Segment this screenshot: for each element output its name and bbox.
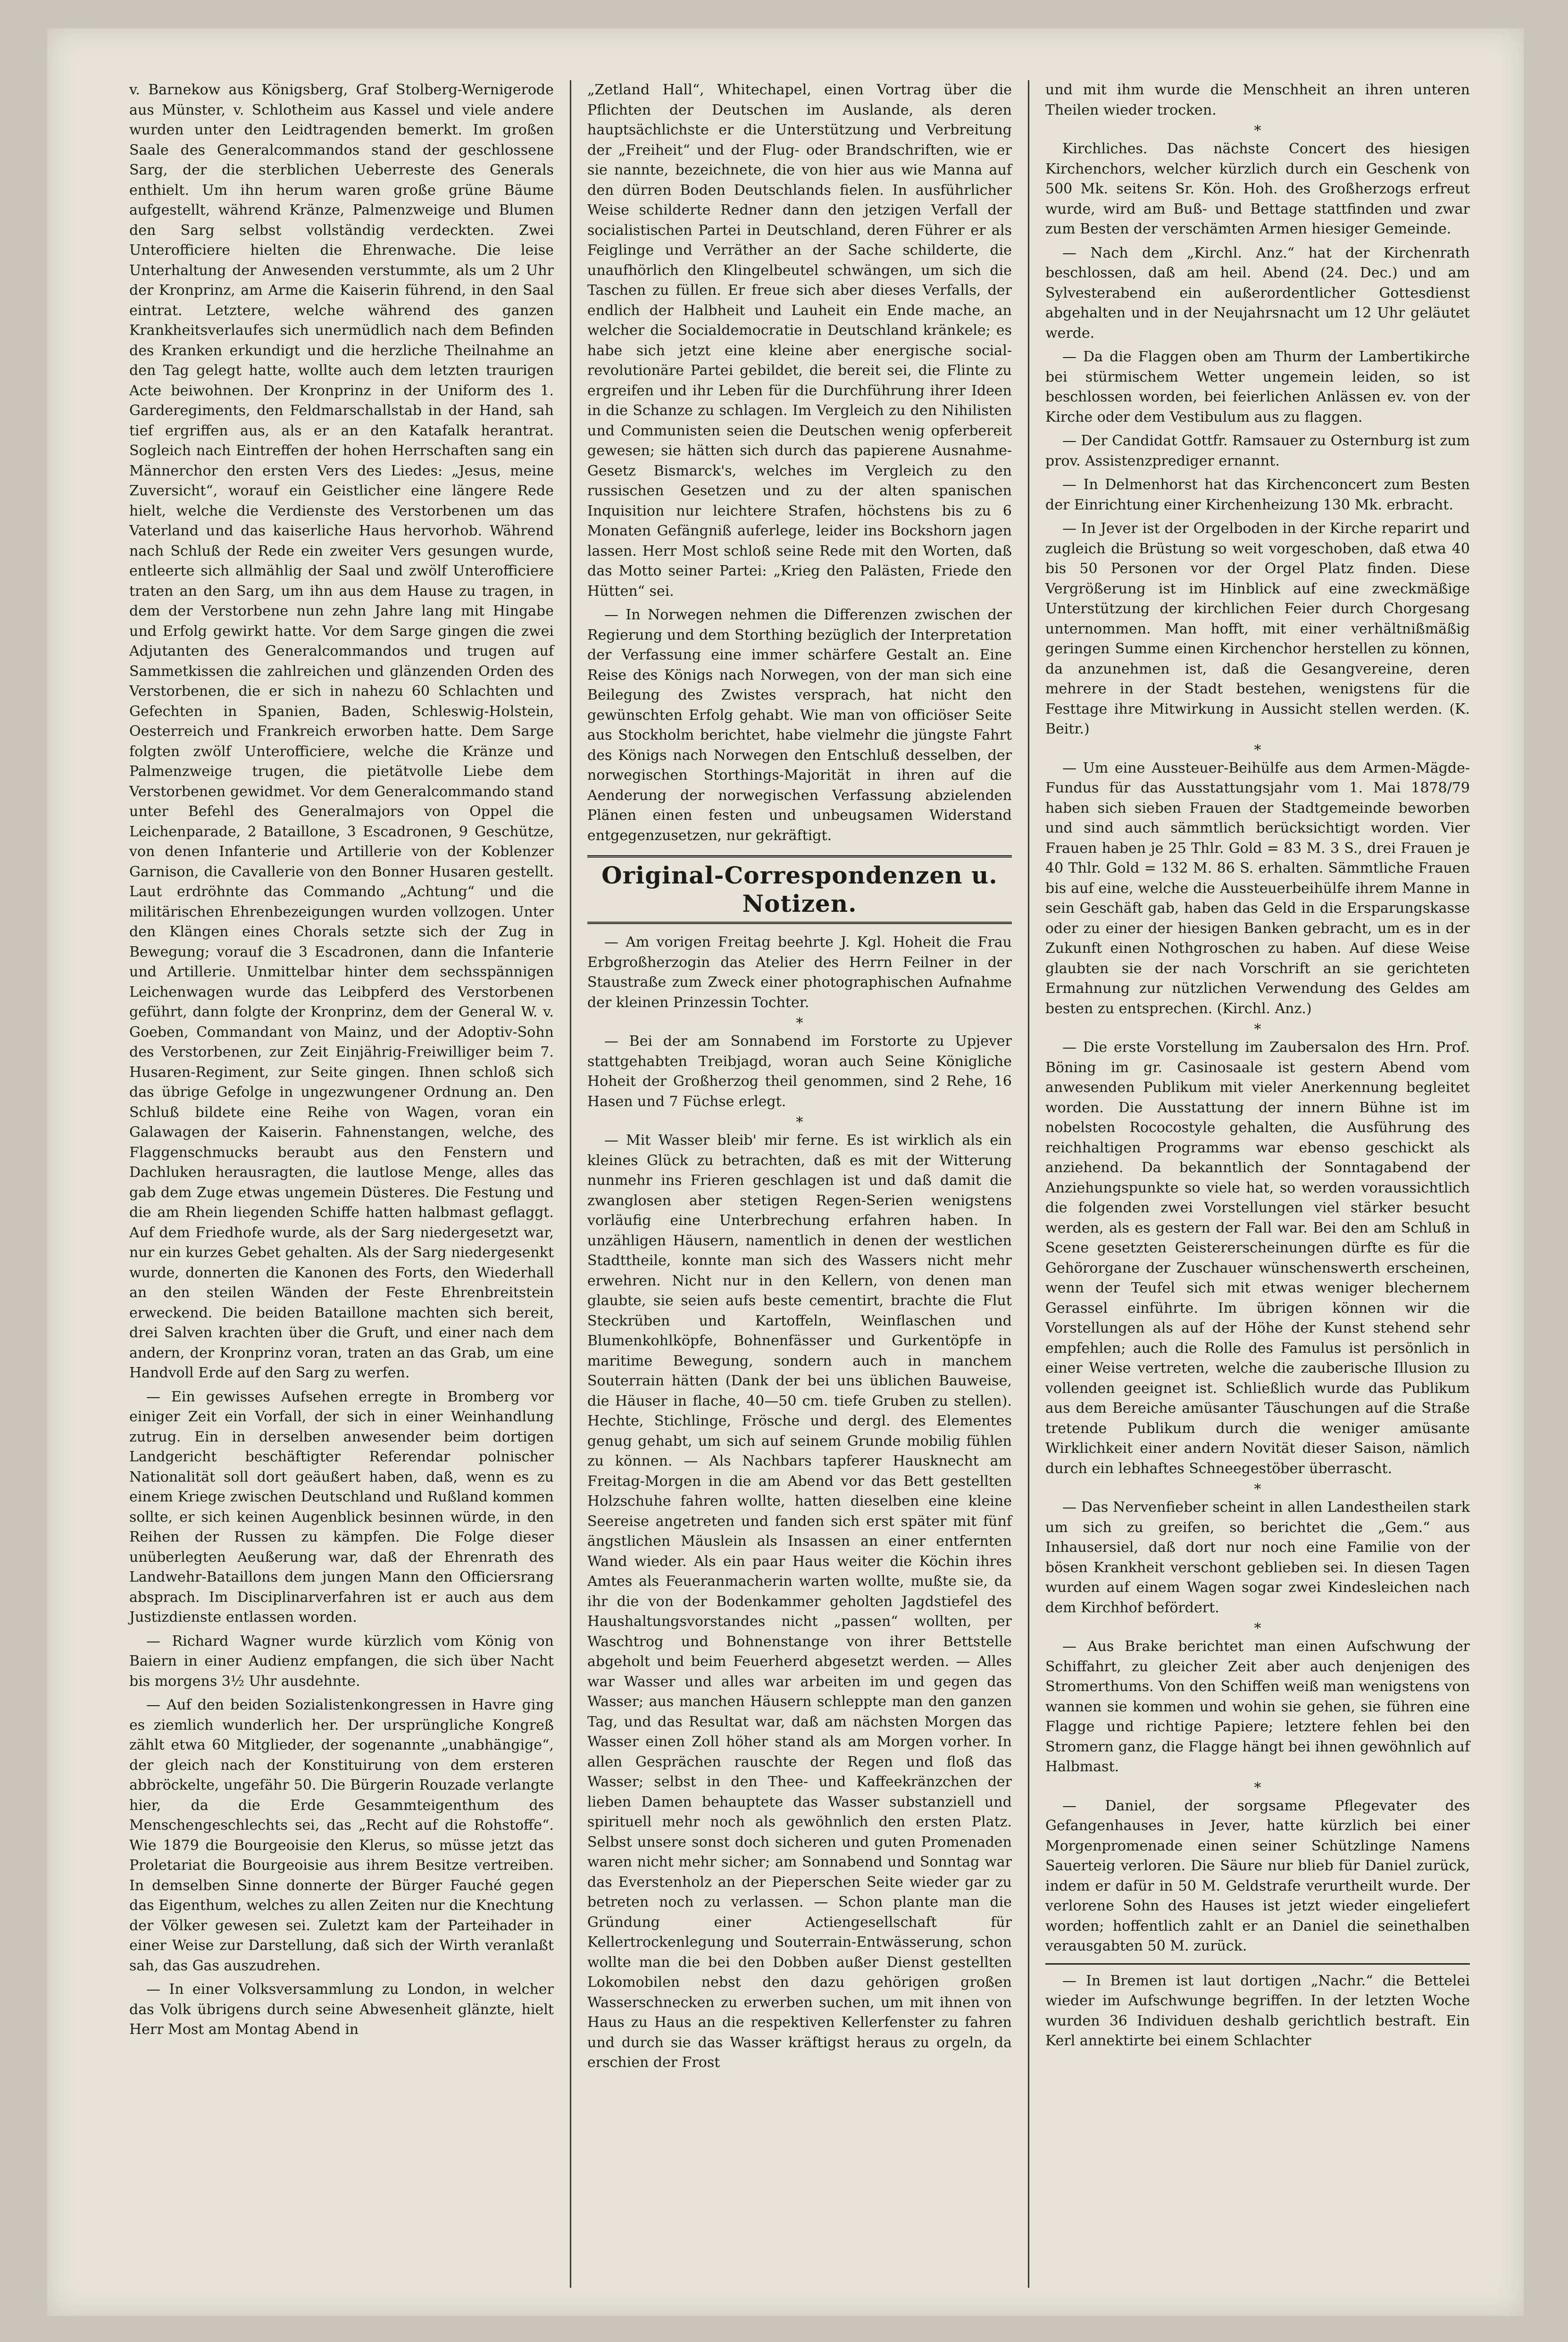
article-text: — In Delmenhorst hat das Kirchenconcert zum Besten der Einrichtung einer Kirchenheizung 130 Mk. erbracht. [1045, 476, 1470, 513]
article-text: „Zetland Hall“, Whitechapel, einen Vortrag über die Pflichten der Deutschen im Auslande, als deren hauptsächlichste er die Unterstützung und Verbreitung der „Freiheit“ und der Flug- oder Brandschriften, wie er sie nannte, bezeichnete, die von hier aus wie Manna auf den dürren Boden Deutschlands fielen. In ausführlicher Weise schilderte Redner dann den jetzigen Verfall der socialistischen Partei in Deutschland, deren Führer er als Feiglinge und Verräther an der Sache schilderte, die unaufhörlich den Klingelbeutel schwängen, um sich die Taschen zu füllen. Er freue sich aber dieses Verfalls, der endlich der Halbheit und Lauheit ein Ende mache, an welcher die Socialdemocratie in Deutschland kränkele; es habe sich jetzt eine kleine aber energische social-revolutionäre Partei gebildet, die bereit sei, die Flinte zu ergreifen und ihr Leben für die Durchführung ihrer Ideen in die Schanze zu schlagen. Im Vergleich zu den Nihilisten und Communisten seien die Deutschen wenig opferbereit gewesen; sie hätten sich durch das papierene Ausnahme-Gesetz Bismarck's, welches im Vergleich zu den russischen Gesetzen und zu der alten spanischen Inquisition nur leichtere Strafen, höchstens bis zu 6 Monaten Gefängniß auferlege, leider ins Bockshorn jagen lassen. Herr Most schloß seine Rede mit den Worten, daß das Motto seiner Partei: „Krieg den Palästen, Friede den Hütten“ sei. [587, 82, 1012, 600]
article-text: — In Norwegen nehmen die Differenzen zwischen der Regierung und dem Storthing bezüglich der Interpretation der Verfassung eine immer schärfere Gestalt an. Eine Reise des Königs nach Norwegen, von der man sich eine Beilegung des Zwistes versprach, hat nicht den gewünschten Erfolg gehabt. Wie man von officiöser Seite aus Stockholm berichtet, habe vielmehr die jüngste Fahrt des Königs nach Norwegen den Entschluß desselben, der norwegischen Storthings-Majorität in ihren auf die Aenderung der norwegischen Verfassung abzielenden Plänen einen festen und unbeugsamen Widerstand entgegenzusetzen, nur gekräftigt. [587, 607, 1012, 844]
separator-asterisk: * [1254, 1779, 1261, 1796]
article-text: und mit ihm wurde die Menschheit an ihren unteren Theilen wieder trocken. [1045, 82, 1470, 118]
separator-asterisk: * [796, 1015, 803, 1032]
article-text: v. Barnekow aus Königsberg, Graf Stolberg-Wernigerode aus Münster, v. Schlotheim aus Kassel und viele andere wurden unter den Leidtragenden bemerkt. Im großen Saale des Generalcommandos stand der geschlossene Sarg, der die sterblichen Ueberreste des Generals enthielt. Um ihn herum waren große grüne Bäume aufgestellt, während Kränze, Palmenzweige und Blumen den Sarg selbst vollständig verdeckten. Zwei Unterofficiere hielten die Ehrenwache. Die leise Unterhaltung der Anwesenden verstummte, als um 2 Uhr der Kronprinz, am Arme die Kaiserin führend, in den Saal eintrat. Letztere, welche während des ganzen Krankheitsverlaufes sich unermüdlich nach dem Befinden des Kranken erkundigt und die herzliche Theilnahme an den Tag gelegt hatte, wollte auch dem letzten traurigen Acte beiwohnen. Der Kronprinz in der Uniform des 1. Garderegiments, den Feldmarschallstab in der Hand, sah tief ergriffen aus, als er an den Katafalk herantrat. Sogleich nach Eintreffen der hohen Herrschaften sang ein Männerchor den ersten Vers des Liedes: „Jesus, meine Zuversicht“, worauf ein Geistlicher eine längere Rede hielt, welche die Verdienste des Verstorbenen um das Vaterland und das kaiserliche Haus hervorhob. Während nach Schluß der Rede ein zweiter Vers gesungen wurde, entleerte sich allmählig der Saal und zwölf Unterofficiere traten an den Sarg, um ihn aus dem Hause zu tragen, in dem der Verstorbene nun zehn Jahre lang mit Hingabe und Erfolg gewirkt hatte. Vor dem Sarge gingen die zwei Adjutanten des Generalcommandos und trugen auf Sammetkissen die zahlreichen und glänzenden Orden des Verstorbenen, die er sich in nahezu 60 Schlachten und Gefechten in Spanien, Baden, Schleswig-Holstein, Oesterreich und Frankreich erworben hatte. Dem Sarge folgten zwölf Unterofficiere, welche die Kränze und Palmenzweige trugen, die pietätvolle Liebe dem Verstorbenen gewidmet. Vor dem Generalcommando stand unter Befehl des Generalmajors von Oppel die Leichenparade, 2 Bataillone, 3 Escadronen, 9 Geschütze, von denen Infanterie und Artillerie von der Koblenzer Garnison, die Cavallerie von den Bonner Husaren gestellt. Laut erdröhnte das Commando „Achtung“ und die militärischen Ehrenbezeigungen wurden vollzogen. Unter den Klängen eines Chorals setzte sich der Zug in Bewegung; vorauf die 3 Escadronen, dann die Infanterie und Artillerie. Unmittelbar hinter dem sechsspännigen Leichenwagen wurde das Leibpferd des Verstorbenen geführt, dann folgte der Kronprinz, dem der General W. v. Goeben, Commandant von Mainz, und der Adoptiv-Sohn des Verstorbenen, zur Zeit Einjährig-Freiwilliger beim 7. Husaren-Regiment, zur Seite gingen. Ihnen schloß sich das übrige Gefolge in ungezwungener Ordnung an. Den Schluß bildete eine Reihe von Wagen, voran ein Galawagen der Kaiserin. Fahnenstangen, welche, des Flaggenschmucks beraubt aus den Fenstern und Dachluken herausragten, die lautlose Menge, alles das gab dem Zuge etwas ungemein Düsteres. Die Festung und die am Rhein liegenden Schiffe hatten halbmast geflaggt. Auf dem Friedhofe wurde, als der Sarg niedergesetzt war, nur ein kurzes Gebet gehalten. Als der Sarg niedergesenkt wurde, donnerten die Kanonen des Forts, den Wiederhall an den steilen Wänden der Feste Ehrenbreitstein erweckend. Die beiden Bataillone machten sich bereit, drei Salven krachten über die Gruft, und einer nach dem andern, der Kronprinz voran, traten an das Grab, um eine Handvoll Erde auf den Sarg zu werfen. [129, 82, 554, 1381]
article-text: — Ein gewisses Aufsehen erregte in Bromberg vor einiger Zeit ein Vorfall, der sich in einer Weinhandlung zutrug. Ein in derselben anwesender beim dortigen Landgericht beschäftigter Referendar polnischer Nationalität soll dort geäußert haben, daß, wenn es zu einem Kriege zwischen Deutschland und Rußland kommen sollte, er sich keinen Augenblick besinnen würde, in den Reihen der Russen zu kämpfen. Die Folge dieser unüberlegten Aeußerung war, daß der Ehrenrath des Landwehr-Bataillons dem jungen Mann den Officiersrang absprach. Im Disciplinarverfahren ist er auch aus dem Justizdienste entlassen worden. [129, 1388, 554, 1625]
article-text: — In Jever ist der Orgelboden in der Kirche reparirt und zugleich die Brüstung so weit vorgeschoben, daß etwa 40 bis 50 Personen vor der Orgel Platz finden. Diese Vergrößerung ist im Hinblick auf eine zweckmäßige Unterstützung der kirchlichen Feier durch Chorgesang unternommen. Man hofft, mit einer verhältnißmäßig geringen Summe einen Kirchenchor herstellen zu können, da anzunehmen ist, daß die Gesangvereine, deren mehrere in der Stadt bestehen, wenigstens für die Festtage ihre Mitwirkung in Aussicht stellen werden. (K. Beitr.) [1045, 520, 1470, 737]
separator-asterisk: * [1254, 123, 1261, 139]
article-text: — Am vorigen Freitag beehrte J. Kgl. Hoheit die Frau Erbgroßherzogin das Atelier des Herrn Feilner in der Staustraße zum Zweck einer photographischen Aufnahme der kleinen Prinzessin Tochter. [587, 934, 1012, 1011]
separator-asterisk: * [1254, 1481, 1261, 1498]
separator-asterisk: * [1254, 1021, 1261, 1038]
article-text: — Da die Flaggen oben am Thurm der Lambertikirche bei stürmischem Wetter ungemein leiden, so ist beschlossen worden, bei feierlichen Anlässen ev. von der Kirche oder dem Vestibulum aus zu flaggen. [1045, 349, 1470, 425]
divider-rule [1045, 1963, 1470, 1965]
article-text: — Um eine Aussteuer-Beihülfe aus dem Armen-Mägde-Fundus für das Ausstattungsjahr vom 1. Mai 1878/79 haben sich sieben Frauen der Stadtgemeinde beworben und sind auch sämmtlich berücksichtigt worden. Vier Frauen haben je 25 Thlr. Gold = 83 M. 3 S., drei Frauen je 40 Thlr. Gold = 132 M. 86 S. erhalten. Sämmtliche Frauen bis auf eine, welche die Aussteuerbeihülfe ihrem Manne in sein Geschäft gab, haben das Geld in die Ersparungskasse oder zu einer der hiesigen Banken gebracht, um es in der Zukunft einen Nothgroschen zu haben. Auf diese Weise glaubten sie der nach Vorschrift an sie gerichteten Ermahnung zur nützlichen Verwendung des Geldes am besten zu entsprechen. (Kirchl. Anz.) [1045, 759, 1470, 1017]
article-text: — Bei der am Sonnabend im Forstorte zu Upjever stattgehabten Treibjagd, woran auch Seine Königliche Hoheit der Großherzog theil genommen, sind 2 Rehe, 16 Hasen und 7 Füchse erlegt. [587, 1033, 1012, 1110]
separator-asterisk: * [796, 1114, 803, 1131]
page-columns [113, 80, 1486, 2288]
article-text: — Der Candidat Gottfr. Ramsauer zu Osternburg ist zum prov. Assistenzprediger ernannt. [1045, 433, 1470, 469]
newspaper-page [47, 28, 1524, 2316]
column-3 [1028, 80, 1486, 2288]
section-heading: Original-Correspondenzen u. Notizen. [587, 855, 1012, 924]
column-1 [113, 80, 570, 2288]
article-text: — Auf den beiden Sozialistenkongressen in Havre ging es ziemlich wunderlich her. Der ursprüngliche Kongreß zählt etwa 60 Mitglieder, der sogenannte „unabhängige“, der gleich nach der Konstituirung von dem ersteren abbröckelte, ungefähr 50. Die Bürgerin Rouzade verlangte hier, da die Erde Gesammteigenthum des Menschengeschlechts sei, das „Recht auf die Rohstoffe“. Wie 1879 die Bourgeoisie den Klerus, so müsse jetzt das Proletariat die Bourgeoisie aus ihrem Besitze vertreiben. In demselben Sinne donnerte der Bürger Fauché gegen das Eigenthum, welches zu allen Zeiten nur die Knechtung der Völker gewesen sei. Zuletzt kam der Parteihader in einer Weise zur Darstellung, daß sich der Wirth veranlaßt sah, das Gas auszudrehen. [129, 1697, 554, 1974]
article-text: Kirchliches. Das nächste Concert des hiesigen Kirchenchors, welcher kürzlich durch ein Geschenk von 500 Mk. seitens Sr. Kön. Hoh. des Großherzogs erfreut wurde, wird am Buß- und Bettage stattfinden und zwar zum Besten der verschämten Armen hiesiger Gemeinde. [1045, 141, 1470, 237]
article-text: — Daniel, der sorgsame Pflegevater des Gefangenhauses in Jever, hatte kürzlich bei einer Morgenpromenade einen seiner Schützlinge Namens Sauerteig verloren. Die Säure nur blieb für Daniel zurück, indem er dafür in 50 M. Geldstrafe verurtheilt wurde. Der verlorene Sohn des Hauses ist jetzt wieder eingeliefert worden; hoffentlich zahlt er an Daniel die seinethalben verausgabten 50 M. zurück. [1045, 1797, 1470, 1954]
article-text: — Das Nervenfieber scheint in allen Landestheilen stark um sich zu greifen, so berichtet die „Gem.“ aus Inhausersiel, daß dort nur noch eine Familie von der bösen Krankheit verschont geblieben sei. In diesen Tagen wurden auf einem Wagen sogar zwei Kindesleichen nach dem Kirchhof befördert. [1045, 1499, 1470, 1616]
column-2 [570, 80, 1028, 2288]
separator-asterisk: * [1254, 742, 1261, 758]
article-text: — Mit Wasser bleib' mir ferne. Es ist wirklich als ein kleines Glück zu betrachten, daß es mit der Witterung nunmehr ins Frieren geschlagen ist und daß damit die zwanglosen aber stetigen Regen-Serien wenigstens vorläufig eine Unterbrechung erfahren haben. In unzähligen Häusern, namentlich in denen der westlichen Stadttheile, konnte man sich des Wassers nicht mehr erwehren. Nicht nur in den Kellern, von denen man glaubte, sie seien aufs beste cementirt, brachte die Flut Steckrüben und Kartoffeln, Weinflaschen und Blumenkohlköpfe, Bohnenfässer und Gurkentöpfe in maritime Bewegung, sondern auch in manchem Souterrain hätten (Dank der bei uns üblichen Bauweise, die Häuser in flache, 40—50 cm. tiefe Gruben zu stellen). Hechte, Stichlinge, Frösche und dergl. des Elementes genug gehabt, um sich auf seinem Grunde mobilig fühlen zu können. — Als Nachbars tapferer Hausknecht am Freitag-Morgen in die am Abend vor das Bett gestellten Holzschuhe fahren wollte, hatten dieselben eine kleine Seereise angetreten und fanden sich erst später mit fünf ängstlichen Mäuslein als Insassen an einer entfernten Wand wieder. Als ein paar Haus weiter die Köchin ihres Amtes als Feueranmacherin warten wollte, mußte sie, da ihr die von der Bodenkammer geholten Jagdstiefel des Haushaltungsvorstandes nicht „passen“ wollten, per Waschtrog und Bohnenstange von ihrer Bettstelle abgeholt und beim Feuerherd abgesetzt werden. — Alles war Wasser und alles war arbeiten im und gegen das Wasser; aus manchen Häusern schleppte man den ganzen Tag, und das Resultat war, daß am nächsten Morgen das Wasser einen Zoll höher stand als am Morgen vorher. In allen Gesprächen rauschte der Regen und floß das Wasser; selbst in den Thee- und Kaffeekränzchen der lieben Damen behauptete das Wasser substanziell und spirituell mehr noch als gewöhnlich den ersten Platz. Selbst unsere sonst doch sicheren und guten Promenaden waren nicht mehr sicher; am Sonnabend und Sonntag war das Everstenholz an der Pieperschen Seite wieder gar zu betreten noch zu verlassen. — Schon plante man die Gründung einer Actiengesellschaft für Kellertrockenlegung und Souterrain-Entwässerung, schon wollte man die bei den Dobben außer Dienst gestellten Lokomobilen nebst den dazu gehörigen großen Wasserschnecken zu erwerben suchen, um mit ihnen von Haus zu Haus an die respektiven Kellerfenster zu fahren und durch sie das Wasser kräftigst heraus zu orgeln, da erschien der Frost [587, 1132, 1012, 2071]
article-text: — Nach dem „Kirchl. Anz.“ hat der Kirchenrath beschlossen, daß am heil. Abend (24. Dec.) und am Sylvesterabend ein außerordentlicher Gottesdienst abgehalten und in der Neujahrsnacht um 12 Uhr geläutet werde. [1045, 244, 1470, 342]
article-text: — In Bremen ist laut dortigen „Nachr.“ die Bettelei wieder im Aufschwunge begriffen. In der letzten Woche wurden 36 Individuen deshalb gerichtlich bestraft. Ein Kerl annektirte bei einem Schlachter [1045, 1972, 1470, 2049]
article-text: — Richard Wagner wurde kürzlich vom König von Baiern in einer Audienz empfangen, die sich über Nacht bis morgens 3½ Uhr ausdehnte. [129, 1633, 554, 1690]
article-text: — Die erste Vorstellung im Zaubersalon des Hrn. Prof. Böning im gr. Casinosaale ist gestern Abend vom anwesenden Publikum mit vieler Anerkennung begleitet worden. Die Ausstattung der innern Bühne ist im nobelsten Rococostyle gehalten, die Ausführung des reichhaltigen Programms war ebenso geschickt als anziehend. Da bekanntlich der Sonntagabend der Anziehungspunkte so viele hat, so werden voraussichtlich die folgenden zwei Vorstellungen viel stärker besucht werden, als es gestern der Fall war. Bei den am Schluß in Scene gesetzten Geistererscheinungen dürfte es für die Gehörorgane der Zuschauer wünschenswerth erscheinen, wenn der Teufel sich mit etwas weniger blechernem Gerassel einführte. Im übrigen können wir die Vorstellungen als auf der Höhe der Kunst stehend sehr empfehlen; auch die Rolle des Famulus ist persönlich in einer Weise vertreten, welche die zauberische Illusion zu vollenden geeignet ist. Schließlich wurde das Publikum aus dem Bereiche amüsanter Täuschungen auf die Straße tretende Publikum durch die weniger amüsante Wirklichkeit einer andern Novität dieser Saison, nämlich durch ein lebhaftes Schneegestöber überrascht. [1045, 1039, 1470, 1477]
article-text: — Aus Brake berichtet man einen Aufschwung der Schiffahrt, zu gleicher Zeit aber auch denjenigen des Stromerthums. Von den Schiffen weiß man wenigstens von wannen sie kommen und wohin sie gehen, sie führen eine Flagge und richtige Papiere; letztere fehlen bei den Stromern ganz, die Flagge hängt bei ihnen gewöhnlich auf Halbmast. [1045, 1638, 1470, 1775]
article-text: — In einer Volksversammlung zu London, in welcher das Volk übrigens durch seine Abwesenheit glänzte, hielt Herr Most am Montag Abend in [129, 1981, 554, 2038]
separator-asterisk: * [1254, 1620, 1261, 1637]
